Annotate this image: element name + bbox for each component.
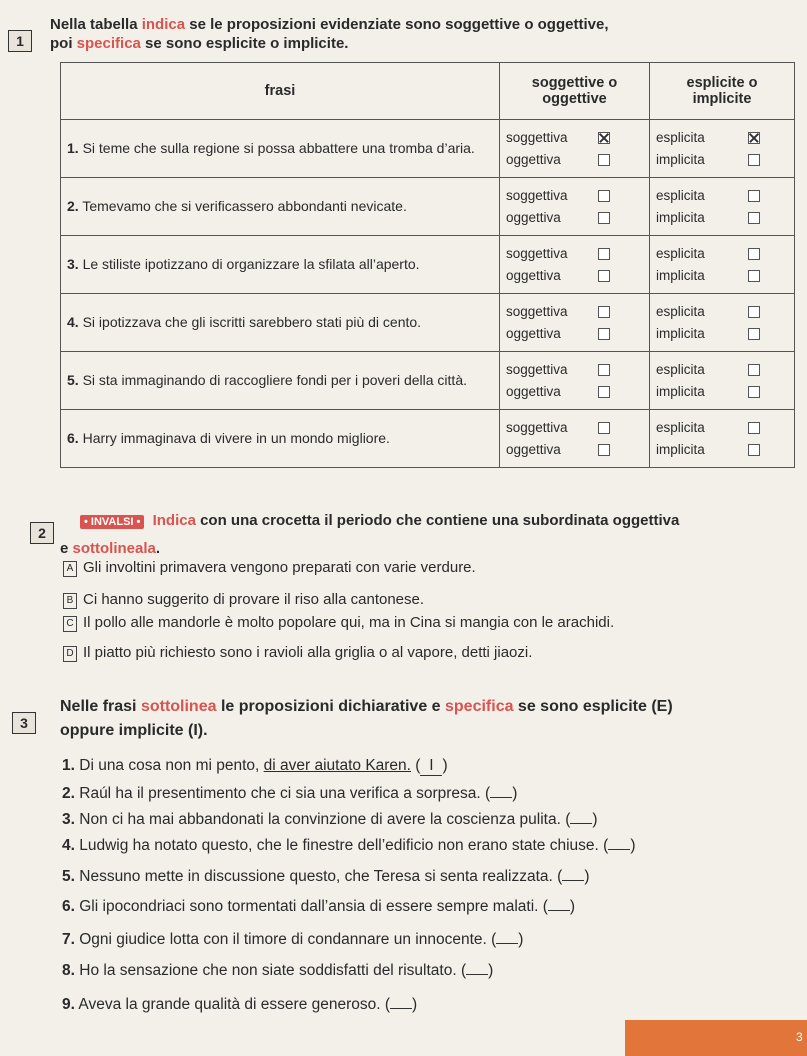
answer-blank[interactable] xyxy=(570,823,592,824)
checkbox[interactable] xyxy=(748,364,760,376)
checkbox[interactable] xyxy=(598,212,610,224)
table-row: 1. Si teme che sulla regione si possa abbattere una tromba d’aria. soggettiva oggettiva esplicita implicita xyxy=(61,120,795,178)
checkbox[interactable] xyxy=(748,422,760,434)
list-item: 6. Gli ipocondriaci sono tormentati dall’ansia di essere sempre malati. ( ) xyxy=(62,898,576,915)
option-c[interactable]: C Il pollo alle mandorle è molto popolare qui, ma in Cina si mangia con le arachidi. xyxy=(63,613,614,633)
checkbox[interactable] xyxy=(748,190,760,202)
table-row: 2. Temevamo che si verificassero abbondanti nevicate. soggettiva oggettiva esplicita implicita xyxy=(61,178,795,236)
checkbox[interactable] xyxy=(748,328,760,340)
checkbox[interactable] xyxy=(598,190,610,202)
checkbox[interactable] xyxy=(598,306,610,318)
checkbox[interactable] xyxy=(598,364,610,376)
exercise-2-instructions: • INVALSI • Indica con una crocetta il periodo che contiene una subordinata oggettiva xyxy=(80,504,780,539)
exercise-2-instructions-cont: e sottolineala. xyxy=(60,540,161,557)
list-item: 5. Nessuno mette in discussione questo, che Teresa si senta realizzata. ( ) xyxy=(62,868,590,885)
checkbox[interactable] xyxy=(598,328,610,340)
header-sogg-ogg: soggettive o oggettive xyxy=(499,63,649,120)
checkbox[interactable] xyxy=(748,132,760,144)
list-item: 2. Raúl ha il presentimento che ci sia una verifica a sorpresa. ( ) xyxy=(62,785,518,802)
list-item: 9. Aveva la grande qualità di essere generoso. ( ) xyxy=(62,996,418,1013)
checkbox[interactable] xyxy=(748,386,760,398)
checkbox[interactable] xyxy=(598,386,610,398)
option-d[interactable]: D Il piatto più richiesto sono i ravioli alla griglia o al vapore, detti jiaozi. xyxy=(63,643,532,663)
answer-blank[interactable] xyxy=(562,880,584,881)
exercise-3-instructions: Nelle frasi sottolinea le proposizioni dichiarative e specifica se sono esplicite (E) oppure implicite (I). xyxy=(60,698,673,739)
checkbox[interactable] xyxy=(748,306,760,318)
answer-blank[interactable] xyxy=(548,910,570,911)
exercise-3-number: 3 xyxy=(12,712,36,734)
invalsi-badge: • INVALSI • xyxy=(80,515,144,529)
list-item: 3. Non ci ha mai abbandonati la convinzione di avere la coscienza pulita. ( ) xyxy=(62,811,598,828)
answer-blank[interactable] xyxy=(466,974,488,975)
checkbox[interactable] xyxy=(748,270,760,282)
table-row: 6. Harry immaginava di vivere in un mondo migliore. soggettiva oggettiva esplicita implicita xyxy=(61,410,795,468)
checkbox[interactable] xyxy=(598,248,610,260)
checkbox[interactable] xyxy=(598,444,610,456)
option-a[interactable]: A Gli involtini primavera vengono preparati con varie verdure. xyxy=(63,558,476,578)
answer-blank[interactable]: I xyxy=(420,757,442,776)
answer-blank[interactable] xyxy=(608,849,630,850)
answer-blank[interactable] xyxy=(390,1008,412,1009)
table-row: 5. Si sta immaginando di raccogliere fondi per i poveri della città. soggettiva oggettiva esplicita implicita xyxy=(61,352,795,410)
answer-blank[interactable] xyxy=(490,797,512,798)
exercise-1-table xyxy=(60,62,795,468)
list-item: 8. Ho la sensazione che non siate soddisfatti del risultato. ( ) xyxy=(62,962,494,979)
exercise-1-instructions: Nella tabella indica se le proposizioni evidenziate sono soggettive o oggettive, poi specifica se sono esplicite o implicite. xyxy=(50,16,609,52)
checkbox[interactable] xyxy=(748,444,760,456)
list-item: 1. Di una cosa non mi pento, di aver aiutato Karen. ( I ) xyxy=(62,757,448,774)
exercise-2-number: 2 xyxy=(30,522,54,544)
exercise-1-number: 1 xyxy=(8,30,32,52)
checkbox[interactable] xyxy=(748,248,760,260)
checkbox[interactable] xyxy=(748,212,760,224)
checkbox[interactable] xyxy=(598,422,610,434)
decorative-footer-band xyxy=(625,1020,807,1056)
page-number: 3 xyxy=(796,1030,803,1044)
checkbox[interactable] xyxy=(598,270,610,282)
option-b[interactable]: B Ci hanno suggerito di provare il riso alla cantonese. xyxy=(63,590,424,610)
checkbox[interactable] xyxy=(748,154,760,166)
answer-blank[interactable] xyxy=(496,943,518,944)
header-frasi: frasi xyxy=(61,63,500,120)
checkbox[interactable] xyxy=(598,154,610,166)
list-item: 7. Ogni giudice lotta con il timore di condannare un innocente. ( ) xyxy=(62,931,524,948)
checkbox[interactable] xyxy=(598,132,610,144)
table-row: 4. Si ipotizzava che gli iscritti sarebbero stati più di cento. soggettiva oggettiva esplicita implicita xyxy=(61,294,795,352)
header-esp-imp: esplicite o implicite xyxy=(650,63,795,120)
table-row: 3. Le stiliste ipotizzano di organizzare la sfilata all’aperto. soggettiva oggettiva esplicita implicita xyxy=(61,236,795,294)
list-item: 4. Ludwig ha notato questo, che le finestre dell’edificio non erano state chiuse. ( ) xyxy=(62,837,636,854)
